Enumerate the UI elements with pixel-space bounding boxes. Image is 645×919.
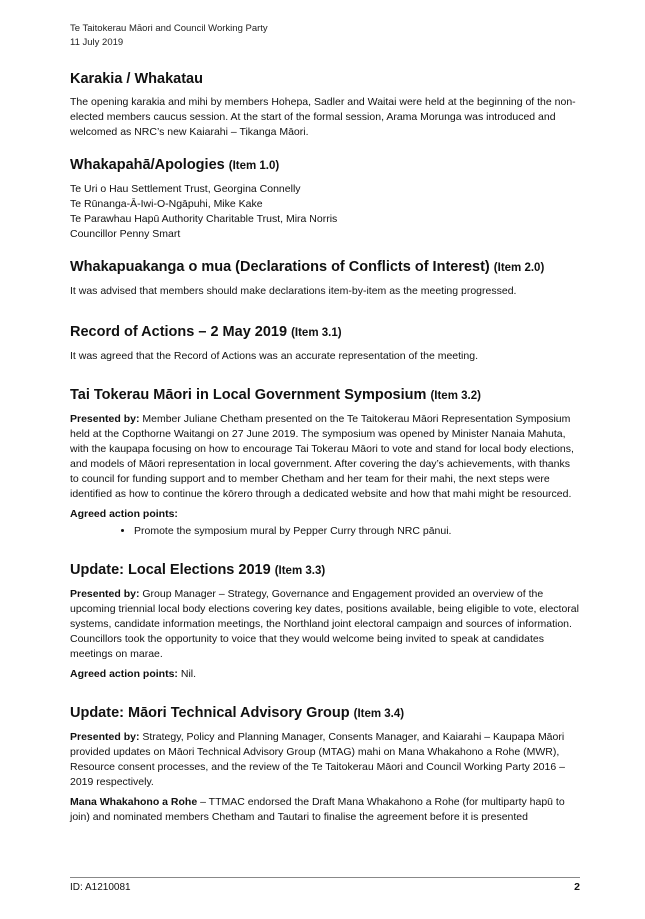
paragraph	[70, 587, 580, 662]
apology-line: Te Uri o Hau Settlement Trust, Georgina Connelly	[70, 183, 301, 195]
section-heading	[70, 323, 580, 342]
paragraph: It was advised that members should make declarations item-by-item as the meeting progressed.	[70, 285, 517, 297]
agreed-label: Agreed action points:	[70, 668, 178, 680]
item-number: (Item 1.0)	[228, 160, 280, 172]
item-number: (Item 3.1)	[291, 327, 342, 339]
section-elections	[70, 561, 580, 682]
presented-by-label: Presented by:	[70, 731, 140, 743]
section-heading	[70, 258, 580, 277]
apology-line: Councillor Penny Smart	[70, 228, 181, 240]
presented-by-text: Group Manager – Strategy, Governance and Engagement provided an overview of the upcoming triennial local body elections covering key dates, positions available, being eligible to vote, electoral systems, candidate information meetings, the Northland joint electoral campaign and sources of information. Councillors took the opportunity to voice that they would welcome being invited to speak at candidates meetings on marae.	[70, 588, 579, 660]
section-heading	[70, 704, 580, 723]
page-number: 2	[574, 881, 580, 893]
mana-whakahono-label: Mana Whakahono a Rohe	[70, 796, 198, 808]
section-heading	[70, 561, 580, 580]
action-points-list	[70, 524, 580, 539]
section-heading	[70, 156, 580, 175]
section-record	[70, 323, 580, 364]
heading-text: Update: Māori Technical Advisory Group	[70, 705, 350, 721]
paragraph	[70, 795, 580, 825]
paragraph: It was agreed that the Record of Actions was an accurate representation of the meeting.	[70, 350, 478, 362]
heading-text: Whakapahā/Apologies	[70, 157, 225, 173]
agreed-label: Agreed action points:	[70, 508, 178, 520]
section-declarations	[70, 258, 580, 299]
paragraph: The opening karakia and mihi by members Hohepa, Sadler and Waitai were held at the beginning of the non-elected members caucus session. At the start of the formal session, Arama Morunga was introduced and welcomed as NRC’s new Kaiarahi – Tikanga Māori.	[70, 96, 576, 138]
footer-divider	[70, 877, 580, 878]
section-heading	[70, 386, 580, 405]
header-date: 11 July 2019	[70, 37, 124, 48]
item-number: (Item 3.3)	[274, 565, 326, 577]
apologies-list	[70, 182, 580, 242]
mana-whakahono-text: – TTMAC endorsed the Draft Mana Whakahono a Rohe (for multiparty hapū to join) and nominated members Chetham and Tautari to finalise the agreement before it is presented	[70, 796, 565, 823]
presented-by-label: Presented by:	[70, 588, 140, 600]
header-org: Te Taitokerau Māori and Council Working Party	[70, 23, 268, 34]
item-number: (Item 3.2)	[430, 390, 481, 402]
heading-text: Whakapuakanga o mua (Declarations of Conflicts of Interest)	[70, 259, 490, 275]
presented-by-text: Strategy, Policy and Planning Manager, Consents Manager, and Kaiarahi – Kaupapa Māori provided updates on Māori Technical Advisory Group (MTAG) mahi on Mana Whakahono a Rohe (MWR), Resource consent processes, and the review of the Te Taitokerau Māori and Council Working Party 2016 – 2019 respectively.	[70, 731, 565, 788]
item-number: (Item 2.0)	[493, 262, 545, 274]
list-item: • Promote the symposium mural by Pepper Curry through NRC pānui.	[134, 524, 580, 539]
apology-line: Te Rūnanga-Ā-Iwi-O-Ngāpuhi, Mike Kake	[70, 198, 263, 210]
apology-line: Te Parawhau Hapū Authority Charitable Trust, Mira Norris	[70, 213, 338, 225]
item-number: (Item 3.4)	[353, 708, 405, 720]
presented-by-text: Member Juliane Chetham presented on the Te Taitokerau Māori Representation Symposium held at the Copthorne Waitangi on 27 June 2019. The symposium was opened by Minister Nanaia Mahuta, with the kaupapa focusing on how to encourage Tai Tokerau Māori to vote and stand for local body elections, and models of Māori representation in local government. After covering the day’s achievements, with thanks to council for funding support and to member Chetham and her team for their mahi, the next steps were identified as how to continue the kōrero through a dedicated website and how that mahi might be resourced.	[70, 413, 574, 500]
document-body	[70, 70, 580, 841]
section-karakia	[70, 70, 580, 140]
section-mtag	[70, 704, 580, 825]
paragraph	[70, 730, 580, 790]
presented-by-label: Presented by:	[70, 413, 140, 425]
section-heading	[70, 70, 580, 88]
heading-text: Record of Actions – 2 May 2019	[70, 324, 288, 340]
agreed-action-points-label	[70, 507, 580, 522]
paragraph	[70, 667, 580, 682]
section-symposium	[70, 386, 580, 539]
heading-text: Update: Local Elections 2019	[70, 562, 271, 578]
paragraph	[70, 412, 580, 502]
heading-text: Tai Tokerau Māori in Local Government Symposium	[70, 387, 427, 403]
section-apologies	[70, 156, 580, 242]
page-header	[70, 22, 268, 50]
document-id: ID: A1210081	[70, 882, 131, 893]
heading-text: Karakia / Whakatau	[70, 71, 203, 87]
agreed-text: Nil.	[180, 668, 197, 680]
